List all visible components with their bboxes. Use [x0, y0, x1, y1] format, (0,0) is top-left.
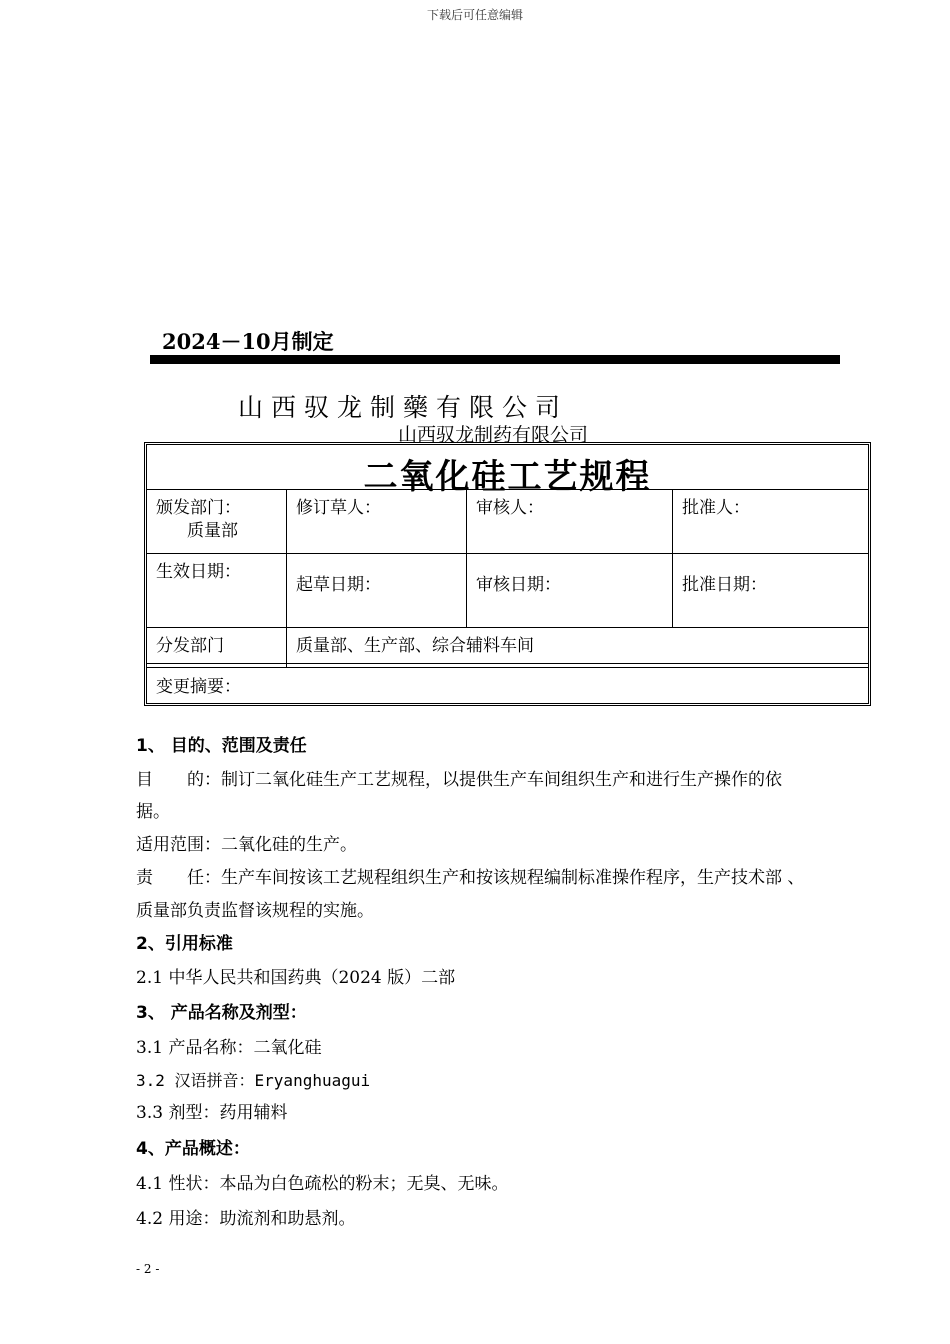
header-note: 下载后可任意编辑	[426, 8, 523, 22]
document-title: 二氧化硅工艺规程	[363, 457, 652, 497]
effective-date-label: 生效日期：	[156, 562, 241, 582]
section4-item1: 4.1 性状：本品为白色疏松的粉末；无臭、无味。	[136, 1174, 509, 1194]
approver-label: 批准人：	[682, 498, 750, 518]
responsibility-line1: 责 任：生产车间按该工艺规程组织生产和按该规程编制标准操作程序，生产技术部 、	[136, 868, 805, 888]
section3-item3: 3.3 剂型：药用辅料	[136, 1103, 288, 1123]
responsibility-line2: 质量部负责监督该规程的实施。	[136, 901, 374, 921]
divider-rule	[150, 355, 840, 364]
distribution-label: 分发部门	[156, 636, 224, 656]
company-name: 山西驭龙制药有限公司	[398, 424, 589, 446]
revise-drafter-label: 修订草人：	[296, 498, 381, 518]
page-number: - 2 -	[136, 1262, 160, 1276]
issue-dept-label: 颁发部门：	[156, 498, 241, 518]
section2-heading: 2、引用标准	[136, 934, 233, 954]
section2-item1: 2.1 中华人民共和国药典（2024 版）二部	[136, 968, 456, 988]
document-info-table	[144, 442, 871, 706]
distribution-value: 质量部、生产部、综合辅料车间	[296, 636, 534, 656]
scope-text: 适用范围：二氧化硅的生产。	[136, 835, 357, 855]
reviewer-label: 审核人：	[476, 498, 544, 518]
section4-item2: 4.2 用途：助流剂和助悬剂。	[136, 1209, 356, 1229]
section3-heading: 3、 产品名称及剂型：	[136, 1003, 307, 1023]
review-date-label: 审核日期：	[476, 575, 561, 595]
section1-heading: 1、 目的、范围及责任	[136, 736, 307, 756]
approve-date-label: 批准日期：	[682, 575, 767, 595]
issue-dept-value: 质量部	[187, 521, 238, 541]
section3-item1: 3.1 产品名称：二氧化硅	[136, 1038, 322, 1058]
made-date: 2024－10月制定	[162, 329, 334, 354]
section3-item2: 3.2 汉语拼音：Eryanghuagui	[136, 1071, 371, 1090]
section4-heading: 4、产品概述：	[136, 1139, 250, 1159]
purpose-line2: 据。	[136, 802, 170, 822]
change-summary-label: 变更摘要：	[156, 677, 241, 697]
draft-date-label: 起草日期：	[296, 575, 381, 595]
company-name-spaced: 山西驭龙制藥有限公司	[238, 393, 569, 422]
purpose-line1: 目 的：制订二氧化硅生产工艺规程，以提供生产车间组织生产和进行生产操作的依	[136, 770, 782, 790]
